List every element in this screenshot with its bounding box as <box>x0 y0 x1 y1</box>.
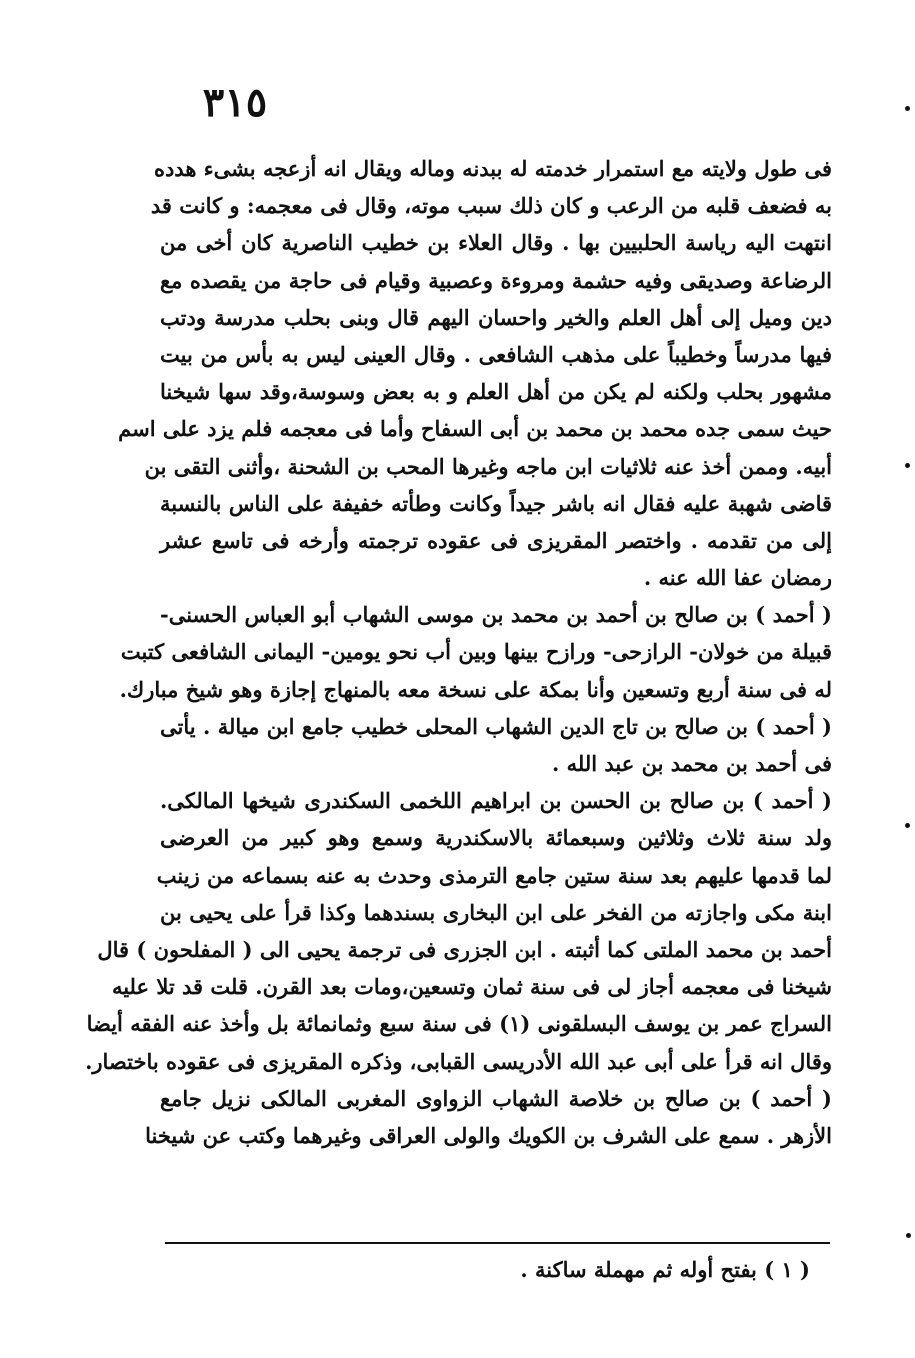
body-text <box>85 150 832 1154</box>
text-line: السراج عمر بن يوسف البسلقونى (١) فى سنة سبع وثمانمائة بل وأخذ عنه الفقه أيضا <box>86 1011 832 1037</box>
footnote: ( ١ ) بفتح أوله ثم مهملة ساكنة . <box>520 1257 810 1282</box>
text-line: قبيلة من خولان- الرازحى- ورازح بينها وبين أب نحو يومين- اليمانى الشافعى كتبت <box>120 639 832 665</box>
text-line: فى طول ولايته مع استمرار خدمته له ببدنه وماله ويقال انه أزعجه بشىء هدده <box>153 156 832 181</box>
text-line: قاضى شهبة عليه فقال انه باشر جيداً وكانت وطأته خفيفة على الناس بالنسبة <box>160 490 832 516</box>
text-line: رمضان عفا الله عنه . <box>643 565 832 591</box>
text-line: مشهور بحلب ولكنه لم يكن من أهل العلم و به بعض وسوسة،وقد سها شيخنا <box>160 379 832 405</box>
margin-mark <box>905 823 910 828</box>
text-line: الرضاعة وصديقى وفيه حشمة ومروءة وعصبية وقيام فى حاجة من يقصده مع <box>160 267 832 293</box>
text-line: ابنة مكى واجازته من الفخر على ابن البخارى بسندهما وكذا قرأ على يحيى بن <box>160 899 832 925</box>
text-line: وقال انه قرأ على أبى عبد الله الأدريسى القبابى، وذكره المقريزى فى عقوده باختصار. <box>85 1048 832 1074</box>
margin-mark <box>906 1233 911 1238</box>
margin-mark <box>905 106 910 111</box>
entry-heading-line: ( أحمد ) بن صالح بن خلاصة الشهاب الزواوى المغربى المالكى نزيل جامع <box>160 1085 832 1111</box>
entry-heading-line: ( أحمد ) بن صالح بن الحسن بن ابراهيم اللخمى السكندرى شيخها المالكى. <box>160 788 832 814</box>
text-line: شيخنا فى معجمه أجاز لى فى سنة ثمان وتسعين،ومات بعد القرن. قلت قد تلا عليه <box>111 974 832 1000</box>
text-line: إلى من تقدمه . واختصر المقريزى فى عقوده ترجمته وأرخه فى تاسع عشر <box>160 527 832 553</box>
text-line: فى أحمد بن محمد بن عبد الله . <box>552 751 832 776</box>
text-line: فيها مدرساً وخطيباً على مذهب الشافعى . وقال العينى ليس به بأس من بيت <box>160 341 832 367</box>
text-line: دين وميل إلى أهل العلم والخير واحسان اليهم قال وبنى بحلب مدرسة ودتب <box>160 304 832 330</box>
text-line: الأزهر . سمع على الشرف بن الكويك والولى العراقى وغيرهما وكتب عن شيخنا <box>145 1122 832 1148</box>
text-line: به فضعف قلبه من الرعب و كان ذلك سبب موته، وقال فى معجمه: و كانت قد <box>150 193 832 219</box>
entry-heading-line: ( أحمد ) بن صالح بن تاج الدين الشهاب المحلى خطيب جامع ابن ميالة . يأتى <box>160 713 832 739</box>
text-line: انتهت اليه رياسة الحلبيين بها . وقال العلاء بن خطيب الناصرية كان أخى من <box>160 230 832 256</box>
text-line: أبيه. وممن أخذ عنه ثلاثيات ابن ماجه وغيرها المحب بن الشحنة ،وأثنى التقى بن <box>144 453 832 479</box>
text-line: لما قدمها عليهم بعد سنة ستين جامع الترمذى وحدث به عنه بسماعه من زينب <box>156 862 832 888</box>
text-line: له فى سنة أربع وتسعين وأنا بمكة على نسخة معه بالمنهاج إجازة وهو شيخ مبارك. <box>119 676 832 702</box>
text-line: حيث سمى جده محمد بن محمد بن أبى السفاح وأما فى معجمه فلم يزد على اسم <box>118 416 832 442</box>
page-number: ٣١٥ <box>202 79 268 126</box>
entry-heading-line: ( أحمد ) بن صالح بن أحمد بن محمد بن موسى الشهاب أبو العباس الحسنى- <box>160 602 832 628</box>
footnote-divider <box>165 1242 830 1244</box>
margin-mark <box>905 463 910 468</box>
text-line: ولد سنة ثلاث وثلاثين وسبعمائة بالاسكندرية وسمع وهو كبير من العرضى <box>160 825 832 851</box>
text-line: أحمد بن محمد الملتى كما أثبته . ابن الجزرى فى ترجمة يحيى الى ( المفلحون ) قال <box>97 936 832 962</box>
